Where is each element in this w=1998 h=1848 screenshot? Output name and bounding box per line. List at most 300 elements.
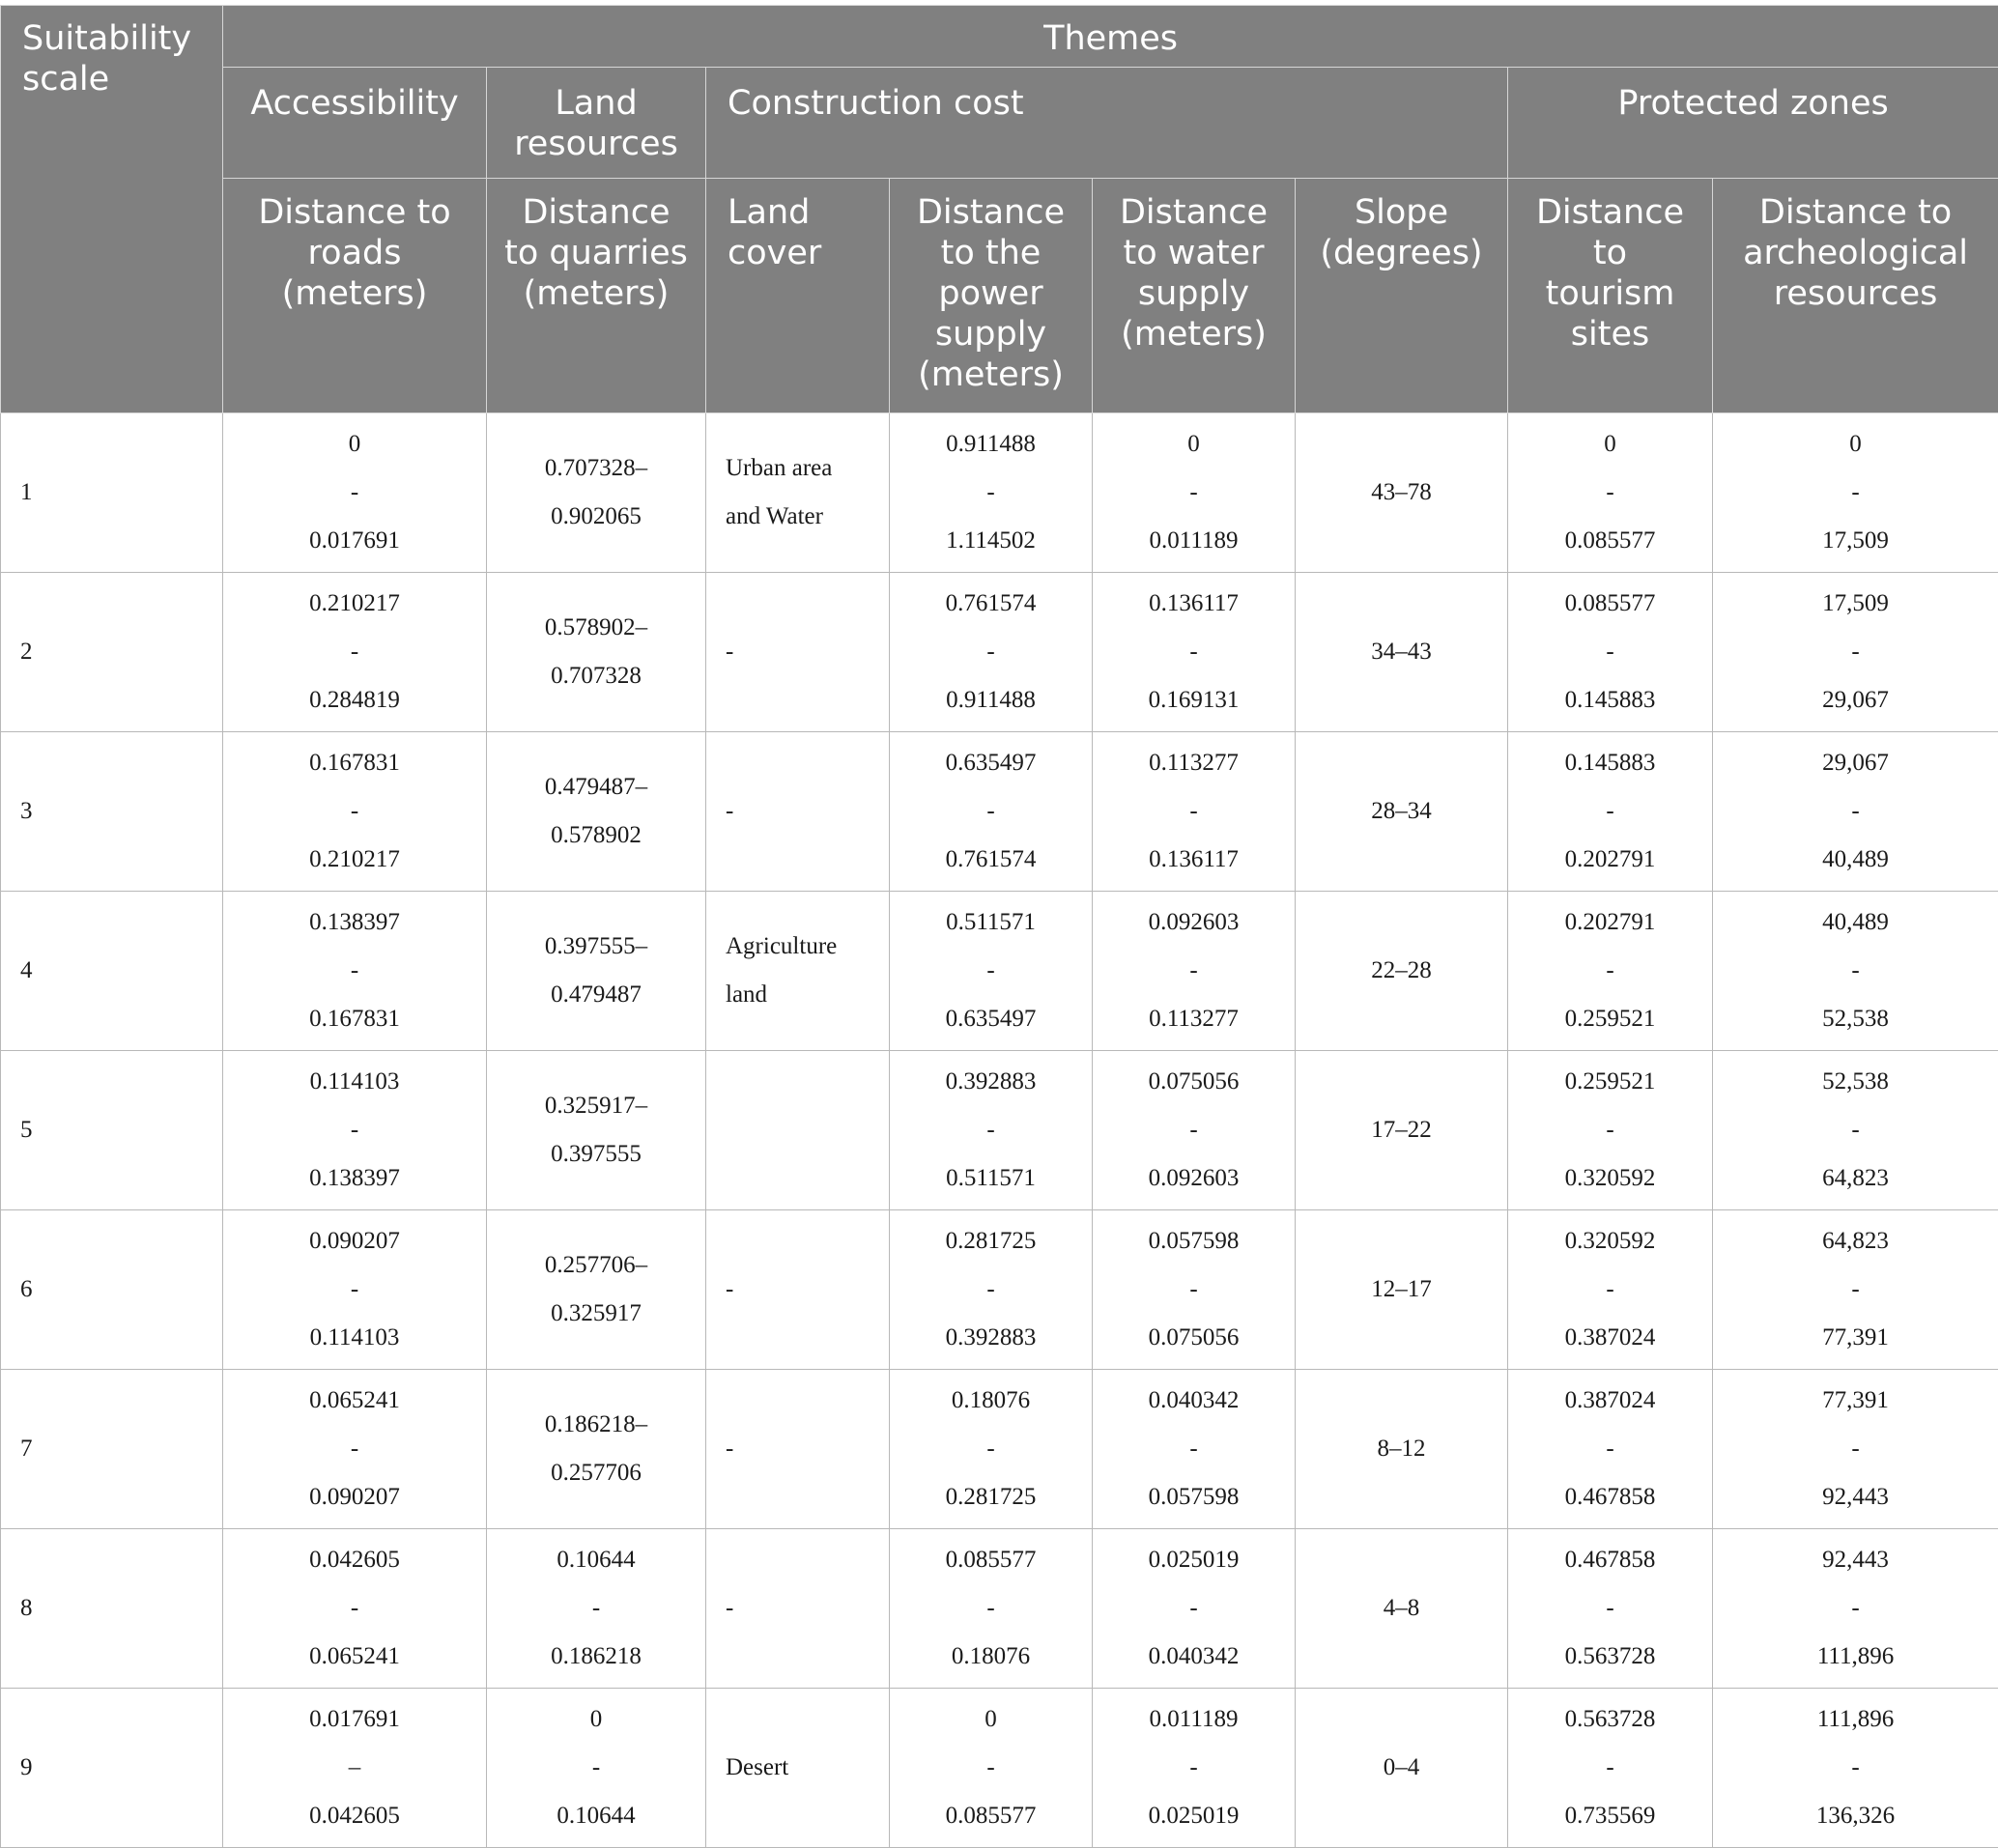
cell-value-lines xyxy=(899,420,1082,565)
cell-line: 77,391 xyxy=(1723,1377,1988,1425)
cell-line: 0.138397 xyxy=(233,898,476,947)
table-header xyxy=(1,6,1998,413)
cell-line: - xyxy=(233,469,476,517)
cell-line: 92,443 xyxy=(1723,1473,1988,1521)
cell-value-lines xyxy=(899,580,1082,725)
cell-line: 0.113277 xyxy=(1102,739,1285,787)
cell-line: 0.578902 xyxy=(497,811,696,860)
cell-value-lines xyxy=(497,1401,696,1497)
cell-value-lines xyxy=(726,1265,879,1314)
cell-line: 0.281725 xyxy=(899,1217,1082,1265)
header-col-slope: Slope (degrees) xyxy=(1296,179,1508,413)
cell-tourism xyxy=(1508,1529,1713,1689)
cell-line: 0.136117 xyxy=(1102,836,1285,884)
cell-line: - xyxy=(1518,1265,1702,1314)
cell-line: 29,067 xyxy=(1723,739,1988,787)
cell-value-lines xyxy=(726,1425,879,1473)
cell-line: 0.065241 xyxy=(233,1377,476,1425)
cell-value-lines xyxy=(233,420,476,565)
cell-scale: 8 xyxy=(1,1529,223,1689)
cell-value-lines xyxy=(497,1695,696,1840)
cell-line: 0.114103 xyxy=(233,1314,476,1362)
cell-line: 0.145883 xyxy=(1518,739,1702,787)
cell-value-lines xyxy=(233,1217,476,1362)
cell-line: - xyxy=(899,787,1082,836)
cell-roads xyxy=(223,1529,487,1689)
header-col-power: Distance to the power supply (meters) xyxy=(890,179,1093,413)
cell-power xyxy=(890,1210,1093,1370)
cell-tourism xyxy=(1508,413,1713,573)
cell-value-lines xyxy=(726,787,879,836)
cell-quarries xyxy=(487,1689,706,1848)
cell-line: - xyxy=(1102,787,1285,836)
cell-archeo xyxy=(1713,1210,1998,1370)
cell-line: 0.090207 xyxy=(233,1473,476,1521)
header-group-protected-zones: Protected zones xyxy=(1508,68,1998,179)
cell-line: 0.090207 xyxy=(233,1217,476,1265)
cell-line: 0.114103 xyxy=(233,1058,476,1106)
cell-power xyxy=(890,1529,1093,1689)
cell-value-lines xyxy=(726,628,879,676)
cell-power xyxy=(890,732,1093,892)
cell-quarries xyxy=(487,573,706,732)
cell-scale: 3 xyxy=(1,732,223,892)
cell-line: 0.392883 xyxy=(899,1314,1082,1362)
cell-roads xyxy=(223,413,487,573)
table-row xyxy=(1,1210,1998,1370)
cell-line: 29,067 xyxy=(1723,676,1988,725)
cell-line: 0.210217 xyxy=(233,836,476,884)
cell-value-lines xyxy=(726,1744,879,1792)
table-row xyxy=(1,892,1998,1051)
cell-tourism xyxy=(1508,573,1713,732)
cell-line: 0.511571 xyxy=(899,898,1082,947)
cell-line: - xyxy=(1518,1584,1702,1633)
cell-line: - xyxy=(1518,1106,1702,1154)
cell-value-lines xyxy=(1723,898,1988,1043)
cell-tourism xyxy=(1508,892,1713,1051)
cell-value-lines xyxy=(1518,739,1702,884)
cell-land-cover xyxy=(706,1051,890,1210)
cell-line: - xyxy=(233,1425,476,1473)
cell-line: - xyxy=(1102,1584,1285,1633)
cell-value-lines xyxy=(1102,1217,1285,1362)
cell-value-lines xyxy=(899,739,1082,884)
cell-water xyxy=(1093,892,1296,1051)
cell-scale: 6 xyxy=(1,1210,223,1370)
cell-line: - xyxy=(233,787,476,836)
cell-line: 92,443 xyxy=(1723,1536,1988,1584)
cell-roads xyxy=(223,573,487,732)
cell-value-lines xyxy=(233,1058,476,1203)
cell-land-cover xyxy=(706,1370,890,1529)
cell-value-lines xyxy=(726,923,879,1019)
cell-line: – xyxy=(233,1744,476,1792)
cell-archeo xyxy=(1713,892,1998,1051)
cell-line: 0.387024 xyxy=(1518,1377,1702,1425)
cell-line: 0.025019 xyxy=(1102,1792,1285,1840)
cell-tourism xyxy=(1508,732,1713,892)
cell-quarries xyxy=(487,1529,706,1689)
cell-line: - xyxy=(899,1425,1082,1473)
cell-value-lines xyxy=(726,444,879,541)
cell-line: - xyxy=(1518,947,1702,995)
cell-line: 0.085577 xyxy=(899,1536,1082,1584)
cell-value-lines xyxy=(1723,420,1988,565)
cell-line: - xyxy=(899,1265,1082,1314)
cell-value-lines xyxy=(1102,739,1285,884)
cell-line: - xyxy=(726,787,879,836)
cell-value-lines xyxy=(497,923,696,1019)
cell-value-lines xyxy=(899,1695,1082,1840)
header-col-tourism: Distance to tourism sites xyxy=(1508,179,1713,413)
cell-line: - xyxy=(497,1584,696,1633)
cell-value-lines xyxy=(1723,1536,1988,1681)
cell-line: - xyxy=(233,1106,476,1154)
cell-line: 0.011189 xyxy=(1102,1695,1285,1744)
cell-line: 0.479487 xyxy=(497,971,696,1019)
cell-line: Desert xyxy=(726,1744,879,1792)
cell-line: Urban area xyxy=(726,444,879,493)
cell-line: 0.017691 xyxy=(233,517,476,565)
cell-archeo xyxy=(1713,413,1998,573)
cell-line: 0.136117 xyxy=(1102,580,1285,628)
cell-scale: 4 xyxy=(1,892,223,1051)
cell-line: - xyxy=(1723,469,1988,517)
cell-water xyxy=(1093,1689,1296,1848)
cell-line: - xyxy=(1102,1106,1285,1154)
cell-value-lines xyxy=(726,1584,879,1633)
cell-line: 0.202791 xyxy=(1518,898,1702,947)
cell-value-lines xyxy=(1518,1377,1702,1521)
cell-line: - xyxy=(1102,1744,1285,1792)
cell-land-cover xyxy=(706,573,890,732)
cell-scale: 5 xyxy=(1,1051,223,1210)
header-col-quarries: Distance to quarries (meters) xyxy=(487,179,706,413)
cell-line: - xyxy=(1518,1744,1702,1792)
cell-line: 0.167831 xyxy=(233,739,476,787)
cell-line: - xyxy=(1102,469,1285,517)
cell-scale: 2 xyxy=(1,573,223,732)
cell-line: 0.281725 xyxy=(899,1473,1082,1521)
cell-line: 64,823 xyxy=(1723,1217,1988,1265)
cell-line: 0.578902– xyxy=(497,604,696,652)
cell-slope: 43–78 xyxy=(1296,413,1508,573)
cell-land-cover xyxy=(706,1689,890,1848)
cell-line: 64,823 xyxy=(1723,1154,1988,1203)
cell-line: 0.320592 xyxy=(1518,1217,1702,1265)
cell-line: 52,538 xyxy=(1723,995,1988,1043)
cell-line: 0.186218– xyxy=(497,1401,696,1449)
cell-line: 0 xyxy=(233,420,476,469)
cell-archeo xyxy=(1713,1689,1998,1848)
header-group-accessibility: Accessibility xyxy=(223,68,487,179)
cell-water xyxy=(1093,732,1296,892)
cell-value-lines xyxy=(1102,898,1285,1043)
cell-value-lines xyxy=(1102,580,1285,725)
cell-line: 0.10644 xyxy=(497,1792,696,1840)
cell-land-cover xyxy=(706,892,890,1051)
table-row xyxy=(1,1370,1998,1529)
cell-quarries xyxy=(487,1210,706,1370)
cell-line: 0.040342 xyxy=(1102,1633,1285,1681)
cell-line: 111,896 xyxy=(1723,1695,1988,1744)
cell-value-lines xyxy=(1723,1058,1988,1203)
cell-value-lines xyxy=(1518,1536,1702,1681)
cell-line: and Water xyxy=(726,493,879,541)
cell-roads xyxy=(223,1689,487,1848)
cell-archeo xyxy=(1713,732,1998,892)
cell-value-lines xyxy=(899,1536,1082,1681)
cell-line: - xyxy=(899,469,1082,517)
cell-value-lines xyxy=(497,1241,696,1338)
cell-line: 0 xyxy=(1518,420,1702,469)
cell-power xyxy=(890,413,1093,573)
cell-value-lines xyxy=(233,898,476,1043)
cell-line: 0.145883 xyxy=(1518,676,1702,725)
cell-value-lines xyxy=(1518,580,1702,725)
cell-line: - xyxy=(1518,469,1702,517)
cell-water xyxy=(1093,1051,1296,1210)
cell-slope: 4–8 xyxy=(1296,1529,1508,1689)
cell-value-lines xyxy=(1518,1058,1702,1203)
cell-line: 0.397555 xyxy=(497,1130,696,1179)
cell-line: 111,896 xyxy=(1723,1633,1988,1681)
cell-quarries xyxy=(487,732,706,892)
cell-line: - xyxy=(899,1744,1082,1792)
cell-value-lines xyxy=(1723,1217,1988,1362)
cell-line: 0.042605 xyxy=(233,1792,476,1840)
table-row xyxy=(1,1529,1998,1689)
cell-line: 0.387024 xyxy=(1518,1314,1702,1362)
cell-line: 0.635497 xyxy=(899,995,1082,1043)
cell-line: - xyxy=(899,628,1082,676)
cell-line: 0.257706– xyxy=(497,1241,696,1290)
cell-archeo xyxy=(1713,573,1998,732)
table-body xyxy=(1,413,1998,1848)
cell-line: 0.320592 xyxy=(1518,1154,1702,1203)
cell-line: - xyxy=(1102,1265,1285,1314)
cell-value-lines xyxy=(1102,1377,1285,1521)
cell-line: 0.085577 xyxy=(1518,580,1702,628)
cell-line: 0.392883 xyxy=(899,1058,1082,1106)
header-col-archeo: Distance to archeological resources xyxy=(1713,179,1998,413)
cell-line: - xyxy=(1723,787,1988,836)
cell-line: 0.025019 xyxy=(1102,1536,1285,1584)
cell-tourism xyxy=(1508,1370,1713,1529)
cell-line: 0.761574 xyxy=(899,580,1082,628)
cell-line: 0.707328 xyxy=(497,652,696,700)
cell-line: land xyxy=(726,971,879,1019)
cell-line: 40,489 xyxy=(1723,836,1988,884)
cell-line: 0.511571 xyxy=(899,1154,1082,1203)
cell-slope: 12–17 xyxy=(1296,1210,1508,1370)
cell-line: 0.325917 xyxy=(497,1290,696,1338)
cell-value-lines xyxy=(1518,898,1702,1043)
cell-tourism xyxy=(1508,1689,1713,1848)
cell-line: 0.257706 xyxy=(497,1449,696,1497)
cell-line: 0 xyxy=(899,1695,1082,1744)
cell-line: 1.114502 xyxy=(899,517,1082,565)
cell-line: 0 xyxy=(497,1695,696,1744)
cell-line: - xyxy=(1102,1425,1285,1473)
cell-value-lines xyxy=(899,1058,1082,1203)
cell-power xyxy=(890,892,1093,1051)
cell-archeo xyxy=(1713,1370,1998,1529)
cell-line: 0 xyxy=(1102,420,1285,469)
cell-value-lines xyxy=(233,1536,476,1681)
cell-line: 0.092603 xyxy=(1102,1154,1285,1203)
cell-power xyxy=(890,1689,1093,1848)
cell-line: - xyxy=(1518,628,1702,676)
cell-quarries xyxy=(487,1370,706,1529)
cell-line: - xyxy=(233,628,476,676)
header-col-land-cover: Land cover xyxy=(706,179,890,413)
cell-line: 0 xyxy=(1723,420,1988,469)
cell-line: 40,489 xyxy=(1723,898,1988,947)
cell-line: 0.259521 xyxy=(1518,995,1702,1043)
cell-slope: 8–12 xyxy=(1296,1370,1508,1529)
cell-value-lines xyxy=(899,1377,1082,1521)
cell-archeo xyxy=(1713,1051,1998,1210)
header-themes: Themes xyxy=(223,6,1998,68)
cell-roads xyxy=(223,1051,487,1210)
cell-line: 0.284819 xyxy=(233,676,476,725)
cell-quarries xyxy=(487,1051,706,1210)
cell-value-lines xyxy=(1518,1695,1702,1840)
cell-line: 0.397555– xyxy=(497,923,696,971)
cell-value-lines xyxy=(233,580,476,725)
table-row xyxy=(1,573,1998,732)
cell-line: - xyxy=(1723,1265,1988,1314)
cell-line: 0.707328– xyxy=(497,444,696,493)
cell-scale: 1 xyxy=(1,413,223,573)
cell-value-lines xyxy=(1102,420,1285,565)
cell-value-lines xyxy=(1723,1695,1988,1840)
cell-land-cover xyxy=(706,1529,890,1689)
table-row xyxy=(1,732,1998,892)
cell-land-cover xyxy=(706,413,890,573)
cell-line: 0.18076 xyxy=(899,1377,1082,1425)
cell-line: 0.186218 xyxy=(497,1633,696,1681)
header-col-water: Distance to water supply (meters) xyxy=(1093,179,1296,413)
cell-line: 0.167831 xyxy=(233,995,476,1043)
cell-value-lines xyxy=(497,763,696,860)
cell-power xyxy=(890,1370,1093,1529)
cell-value-lines xyxy=(1102,1695,1285,1840)
cell-line: - xyxy=(1723,1106,1988,1154)
cell-slope: 34–43 xyxy=(1296,573,1508,732)
cell-water xyxy=(1093,1210,1296,1370)
cell-line: - xyxy=(726,1584,879,1633)
cell-line: - xyxy=(1723,628,1988,676)
cell-value-lines xyxy=(1102,1058,1285,1203)
cell-line: 0.017691 xyxy=(233,1695,476,1744)
cell-line: - xyxy=(899,1584,1082,1633)
cell-line: 0.138397 xyxy=(233,1154,476,1203)
header-suitability-scale: Suitability scale xyxy=(1,6,223,413)
cell-line: 0.011189 xyxy=(1102,517,1285,565)
cell-line: - xyxy=(899,947,1082,995)
cell-land-cover xyxy=(706,732,890,892)
header-group-construction-cost: Construction cost xyxy=(706,68,1508,179)
cell-value-lines xyxy=(1723,1377,1988,1521)
cell-slope: 0–4 xyxy=(1296,1689,1508,1848)
cell-line: - xyxy=(1723,1584,1988,1633)
cell-value-lines xyxy=(1723,739,1988,884)
cell-line: 0.563728 xyxy=(1518,1695,1702,1744)
cell-line: - xyxy=(726,1425,879,1473)
cell-line: 0.210217 xyxy=(233,580,476,628)
cell-line: - xyxy=(899,1106,1082,1154)
cell-line: 0.075056 xyxy=(1102,1058,1285,1106)
cell-line: - xyxy=(233,1584,476,1633)
cell-water xyxy=(1093,1529,1296,1689)
cell-line: 17,509 xyxy=(1723,580,1988,628)
cell-line: 0.10644 xyxy=(497,1536,696,1584)
cell-line: 0.479487– xyxy=(497,763,696,811)
cell-line: - xyxy=(497,1744,696,1792)
cell-value-lines xyxy=(1723,580,1988,725)
cell-line: 136,326 xyxy=(1723,1792,1988,1840)
cell-value-lines xyxy=(497,1082,696,1179)
cell-line: - xyxy=(1102,628,1285,676)
cell-tourism xyxy=(1508,1051,1713,1210)
header-col-roads: Distance to roads (meters) xyxy=(223,179,487,413)
cell-line: - xyxy=(1518,1425,1702,1473)
cell-slope: 28–34 xyxy=(1296,732,1508,892)
cell-value-lines xyxy=(1102,1536,1285,1681)
cell-value-lines xyxy=(899,898,1082,1043)
table-row xyxy=(1,413,1998,573)
cell-line: 0.911488 xyxy=(899,420,1082,469)
cell-roads xyxy=(223,732,487,892)
cell-line: 0.18076 xyxy=(899,1633,1082,1681)
cell-slope: 22–28 xyxy=(1296,892,1508,1051)
cell-line: 0.467858 xyxy=(1518,1473,1702,1521)
cell-line: 0.065241 xyxy=(233,1633,476,1681)
cell-archeo xyxy=(1713,1529,1998,1689)
header-group-land-resources: Land resources xyxy=(487,68,706,179)
cell-line: 0.563728 xyxy=(1518,1633,1702,1681)
cell-line: 0.902065 xyxy=(497,493,696,541)
suitability-table-container xyxy=(0,5,1998,1848)
cell-power xyxy=(890,1051,1093,1210)
cell-value-lines xyxy=(497,1536,696,1681)
table-row xyxy=(1,1689,1998,1848)
cell-line: 0.040342 xyxy=(1102,1377,1285,1425)
cell-line: - xyxy=(726,1265,879,1314)
cell-value-lines xyxy=(233,1695,476,1840)
cell-line: Agriculture xyxy=(726,923,879,971)
cell-value-lines xyxy=(233,739,476,884)
cell-line: 0.085577 xyxy=(899,1792,1082,1840)
cell-water xyxy=(1093,573,1296,732)
cell-line: 0.635497 xyxy=(899,739,1082,787)
cell-line: 0.911488 xyxy=(899,676,1082,725)
cell-line: 0.075056 xyxy=(1102,1314,1285,1362)
cell-slope: 17–22 xyxy=(1296,1051,1508,1210)
cell-line: 0.042605 xyxy=(233,1536,476,1584)
cell-value-lines xyxy=(233,1377,476,1521)
cell-value-lines xyxy=(1518,1217,1702,1362)
cell-line: 0.761574 xyxy=(899,836,1082,884)
cell-line: - xyxy=(1723,1425,1988,1473)
cell-water xyxy=(1093,1370,1296,1529)
cell-line: 0.325917– xyxy=(497,1082,696,1130)
cell-value-lines xyxy=(899,1217,1082,1362)
cell-line: 0.085577 xyxy=(1518,517,1702,565)
